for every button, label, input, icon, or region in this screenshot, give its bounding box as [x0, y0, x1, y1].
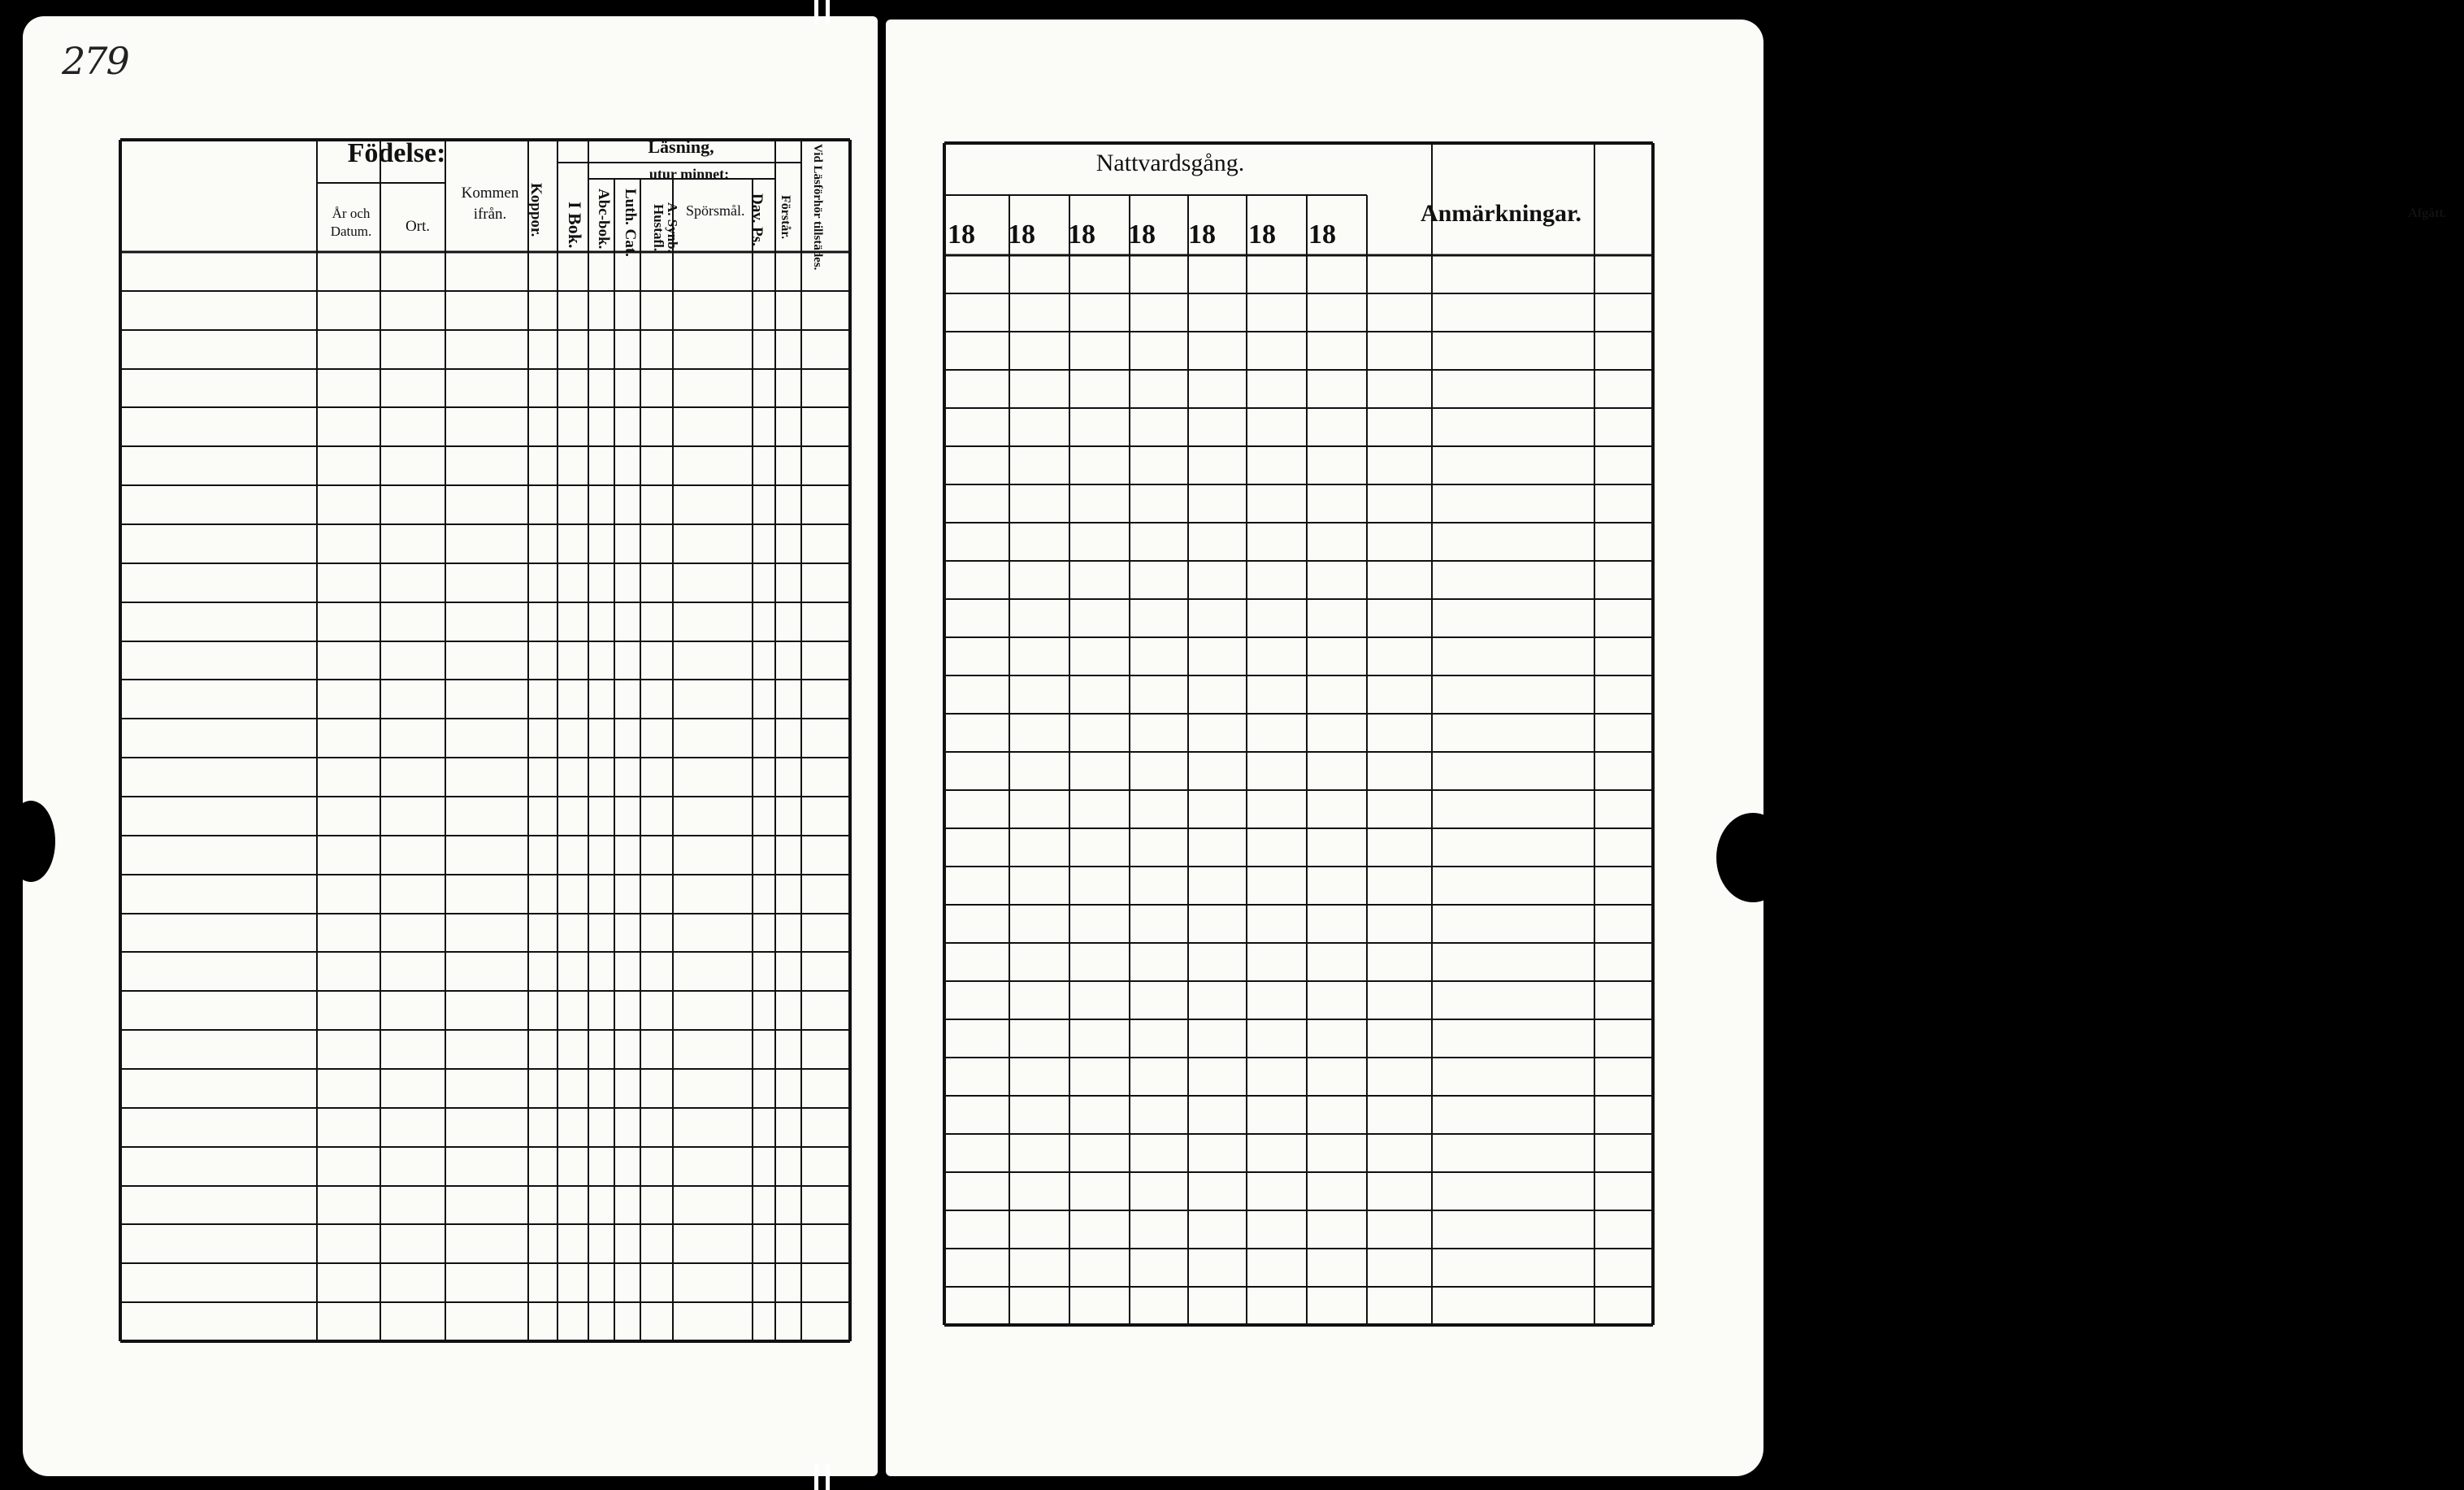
right-page — [886, 20, 2447, 1476]
year-prefix-4: 18 — [1128, 219, 1156, 250]
left-page — [23, 16, 878, 1476]
spine-line — [814, 1463, 818, 1490]
departure-label: Afgått. — [2408, 206, 2447, 220]
memory-col-table-of-duties: A. Synb. Hustafl. — [651, 202, 680, 253]
understanding-label: Förstår. — [779, 195, 792, 240]
year-prefix-7: 18 — [1308, 219, 1336, 250]
memory-col-abc: Abc-bok. — [595, 189, 612, 250]
communion-heading: Nattvardsgång. — [1095, 150, 1245, 176]
folio-number: 279 — [62, 39, 128, 83]
year-prefix-6: 18 — [1248, 219, 1276, 250]
year-prefix-3: 18 — [1068, 219, 1095, 250]
came-from-label: Kommen ifrån. — [461, 185, 519, 223]
birth-date-label: År och Datum. — [330, 206, 372, 240]
birth-place-label: Ort. — [405, 218, 431, 235]
spine-line — [826, 1463, 830, 1490]
memory-col-catechism: Luth. Cat. — [622, 189, 639, 257]
right-page-edge-notch — [1716, 813, 1789, 902]
year-prefix-5: 18 — [1188, 219, 1216, 250]
smallpox-label: Koppor. — [527, 183, 544, 237]
memory-col-psalms: Dav. Ps. — [748, 193, 766, 246]
spine-line — [814, 0, 818, 24]
from-memory-heading: utur minnet: — [649, 166, 730, 182]
year-prefix-1: 18 — [948, 219, 975, 250]
birth-heading: Födelse: — [347, 138, 446, 168]
left-page-edge-notch — [7, 801, 55, 882]
in-book-label: I Bok. — [565, 202, 585, 249]
year-prefix-2: 18 — [1008, 219, 1035, 250]
reading-heading: Läsning, — [648, 137, 714, 157]
attendance-label: Vid Läsförhör tillstädes. — [811, 144, 824, 271]
memory-col-questions: Spörsmål. — [686, 202, 745, 219]
remarks-label: Anmärkningar. — [1420, 200, 1582, 227]
spine-line — [826, 0, 830, 24]
